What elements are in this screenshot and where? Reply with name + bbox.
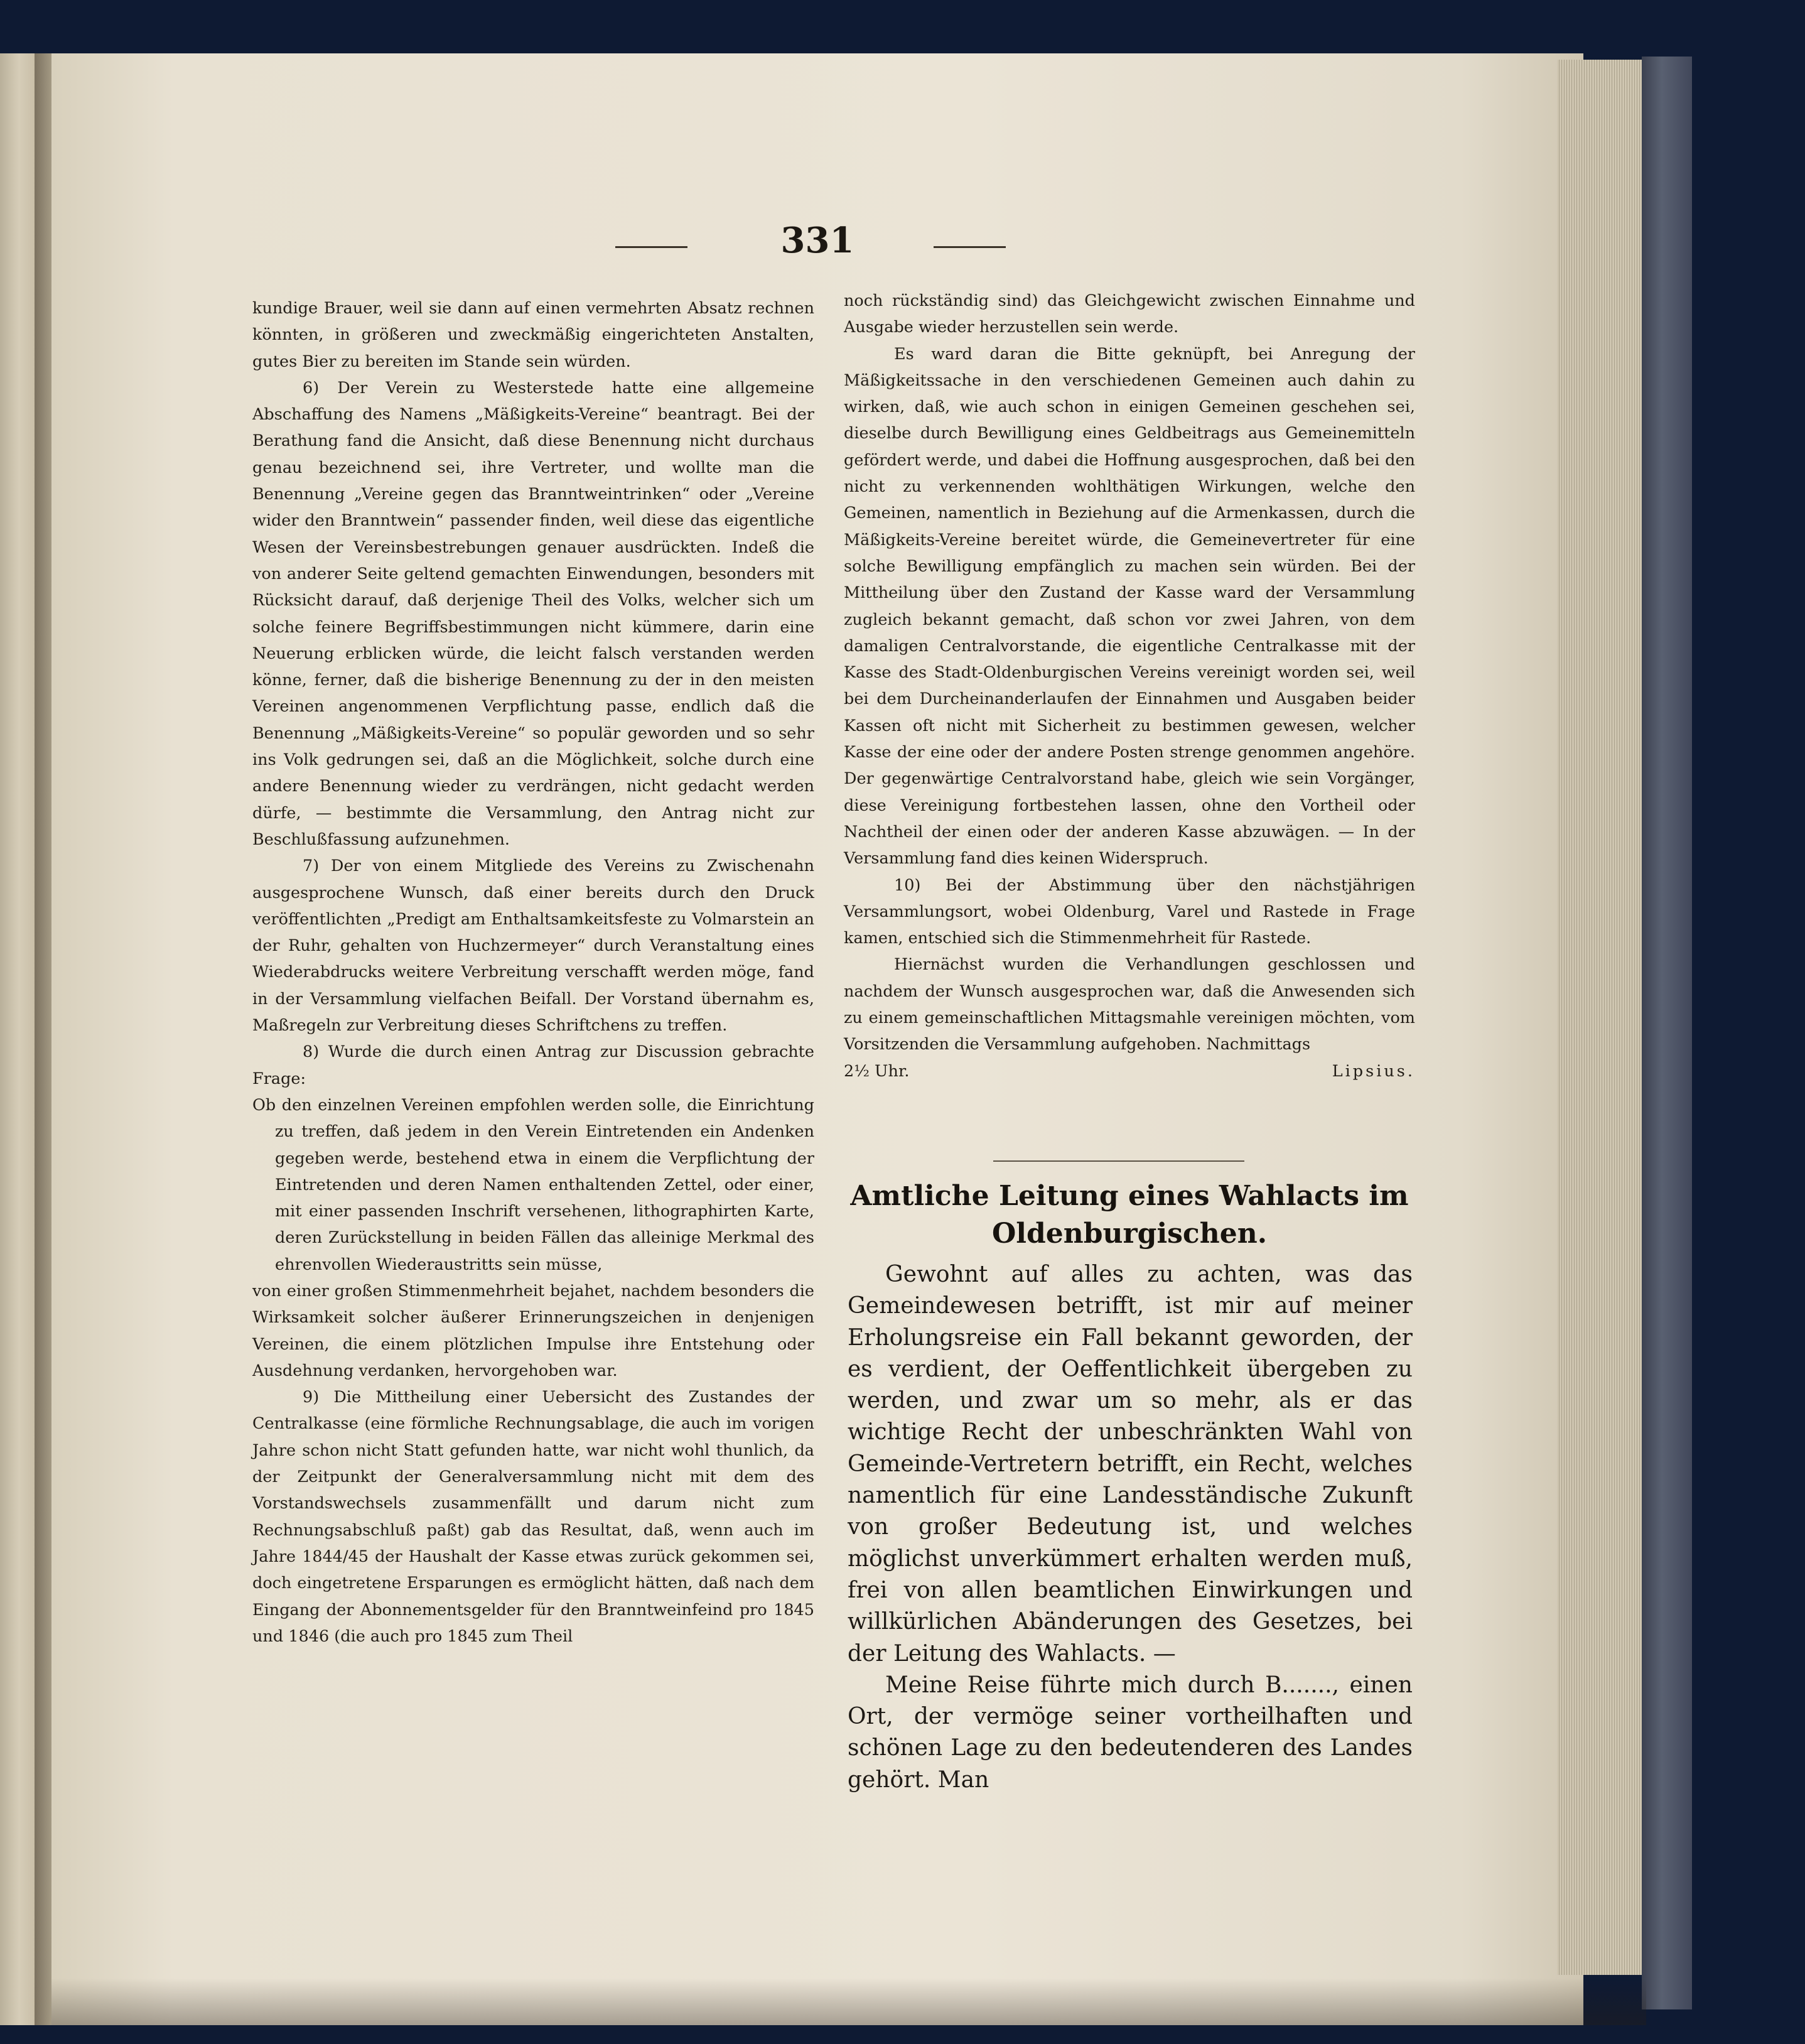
page-number: 331 (780, 220, 854, 261)
page-edges (1557, 60, 1646, 1975)
book-gutter (35, 53, 53, 2025)
closing-time: 2½ Uhr. (844, 1061, 910, 1081)
paragraph-item-9: 9) Die Mittheilung einer Uebersicht des Zustandes der Centralkasse (eine förmliche Rechnungsablage, die auch im vorigen Jahre schon nicht Statt gefunden hatte, war nicht wohl thunlich, da der Zeitpunkt der Generalversammlung nicht mit dem des Vorstandswechsels zusammenfällt und darum nicht zum Rechnungsabschluß paßt) gab das Resultat, daß, wenn auch im Jahre 1844/45 der Haushalt der Kasse etwas zurück gekommen sei, doch eingetretene Ersparungen es ermöglicht hätten, daß nach dem Eingang der Abonnementsgelder für den Branntweinfeind pro 1845 und 1846 (die auch pro 1845 zum Theil (252, 1388, 814, 1646)
page-number-rule-right (934, 246, 1006, 248)
paragraph-item-9-continuation: noch rückständig sind) das Gleichgewicht zwischen Einnahme und Ausgabe wieder herzustellen sein werde. (844, 291, 1415, 337)
right-column (844, 288, 1415, 1084)
quoted-question: Ob den einzelnen Vereinen empfohlen werden solle, die Einrichtung zu treffen, daß jedem in den Verein Eintretenden ein Andenken gegeben werde, bestehend etwa in einem die Verpflichtung der Eintretenden und deren Namen enthaltenden Zettel, oder einer, mit einer passenden Inschrift versehenen, lithographirten Karte, deren Zurückstellung in beiden Fällen das alleinige Merkmal des ehrenvollen Wiederaustritts sein müsse, (252, 1095, 814, 1274)
article-paragraph: Gewohnt auf alles zu achten, was das Gemeindewesen betrifft, ist mir auf meiner Erholungsreise ein Fall bekannt geworden, der es verdient, der Oeffentlichkeit übergeben zu werden, und zwar um so mehr, als er das wichtige Recht der unbeschränkten Wahl von Gemeinde-Vertretern betrifft, ein Recht, welches namentlich für eine Landesständische Zukunft von großer Bedeutung ist, und welches möglichst unverkümmert erhalten werden muß, frei von allen beamtlichen Einwirkungen und willkürlichen Abänderungen des Gesetzes, bei der Leitung des Wahlacts. — (848, 1262, 1413, 1667)
previous-page-edge (0, 53, 36, 2025)
book-cover (1642, 57, 1692, 2009)
paragraph-continuation: kundige Brauer, weil sie dann auf einen vermehrten Absatz rechnen könnten, in größeren und zweckmäßig eingerichteten Anstalten, gutes Bier zu bereiten im Stande sein würden. (252, 299, 814, 371)
signature: Lipsius. (1332, 1061, 1415, 1081)
section-divider (993, 1160, 1244, 1162)
signature-line (844, 1058, 1415, 1084)
paragraph-item-10: 10) Bei der Abstimmung über den nächstjährigen Versammlungsort, wobei Oldenburg, Varel und Rastede in Frage kamen, entschied sich die Stimmenmehrheit für Rastede. (844, 875, 1415, 948)
paragraph-item-6: 6) Der Verein zu Westerstede hatte eine allgemeine Abschaffung des Namens „Mäßigkeits-Vereine“ beantragt. Bei der Berathung fand die Ansicht, daß diese Benennung nicht durchaus genau bezeichnend sei, ihre Vertreter, und wollte man die Benennung „Vereine gegen das Branntweintrinken“ oder „Vereine wider den Branntwein“ passender finden, weil diese das eigentliche Wesen der Vereinsbestrebungen genauer ausdrückten. Indeß die von anderer Seite geltend gemachten Einwendungen, besonders mit Rücksicht darauf, daß derjenige Theil des Volks, welcher sich um solche feinere Begriffsbestimmungen nicht kümmere, darin eine Neuerung erblicken würde, die leicht falsch verstanden werden könne, ferner, daß die bisherige Benennung zu der in den meisten Vereinen angenommenen Verpflichtung passe, endlich daß die Benennung „Mäßigkeits-Vereine“ so populär geworden und so sehr ins Volk gedrungen sei, daß an die Möglichkeit, solche durch eine andere Benennung wieder zu verdrängen, nicht gedacht werden dürfe, — bestimmte die Versammlung, den Antrag nicht zur Beschlußfassung aufzunehmen. (252, 378, 814, 849)
page (51, 53, 1583, 2025)
paragraph-item-7: 7) Der von einem Mitgliede des Vereins zu Zwischenahn ausgesprochene Wunsch, daß einer bereits durch den Druck veröffentlichten „Predigt am Enthaltsamkeitsfeste zu Volmarstein an der Ruhr, gehalten von Huchzermeyer“ durch Veranstaltung eines Wiederabdrucks weitere Verbreitung verschafft werden möge, fand in der Versammlung vielfachen Beifall. Der Vorstand übernahm es, Maßregeln zur Verbreitung dieses Schriftchens zu treffen. (252, 857, 814, 1036)
left-column (252, 295, 814, 1650)
article-body (848, 1259, 1413, 1796)
bottom-shadow (51, 1978, 1646, 2025)
article-heading: Amtliche Leitung eines Wahlacts im Oldenburgischen. (850, 1180, 1409, 1250)
paragraph-item-8-result: von einer großen Stimmenmehrheit bejahet, nachdem besonders die Wirksamkeit solcher äußerer Erinnerungszeichen in denjenigen Vereinen, die einem plötzlichen Impulse ihre Entstehung oder Ausdehnung verdanken, hervorgehoben war. (252, 1281, 814, 1380)
paragraph-request: Es ward daran die Bitte geknüpft, bei Anregung der Mäßigkeitssache in den verschiedenen Gemeinen auch dahin zu wirken, daß, wie auch schon in einigen Gemeinen geschehen sei, dieselbe durch Bewilligung eines Geldbeitrags aus Gemeinemitteln gefördert werde, und dabei die Hoffnung ausgesprochen, daß bei den nicht zu verkennenden wohlthätigen Wirkungen, welche den Gemeinen, namentlich in Beziehung auf die Armenkassen, durch die Mäßigkeits-Vereine bereitet würde, die Gemeinevertreter für eine solche Bewilligung empfänglich zu machen sein würden. Bei der Mittheilung über den Zustand der Kasse ward der Versammlung zugleich bekannt gemacht, daß schon vor zwei Jahren, von dem damaligen Centralvorstande, die eigentliche Centralkasse mit der Kasse des Stadt-Oldenburgischen Vereins vereinigt worden sei, weil bei dem Durcheinanderlaufen der Einnahmen und Ausgaben beider Kassen oft nicht mit Sicherheit zu bestimmen gewesen, welcher Kasse der eine oder der andere Posten strenge genommen angehöre. Der gegenwärtige Centralvorstand habe, gleich wie sein Vorgänger, diese Vereinigung fortbestehen lassen, ohne den Vortheil oder Nachtheil der einen oder der anderen Kasse abzuwägen. — In der Versammlung fand dies keinen Widerspruch. (844, 344, 1415, 868)
paragraph-closing: Hiernächst wurden die Verhandlungen geschlossen und nachdem der Wunsch ausgesprochen war, daß die Anwesenden sich zu einem gemeinschaftlichen Mittagsmahle vereinigen möchten, vom Vorsitzenden die Versammlung aufgehoben. Nachmittags (844, 955, 1415, 1054)
article-paragraph: Meine Reise führte mich durch B......., einen Ort, der vermöge seiner vortheilhaften und schönen Lage zu den bedeutenderen des Landes gehört. Man (848, 1672, 1413, 1793)
paragraph-item-8: 8) Wurde die durch einen Antrag zur Discussion gebrachte Frage: (252, 1042, 814, 1088)
